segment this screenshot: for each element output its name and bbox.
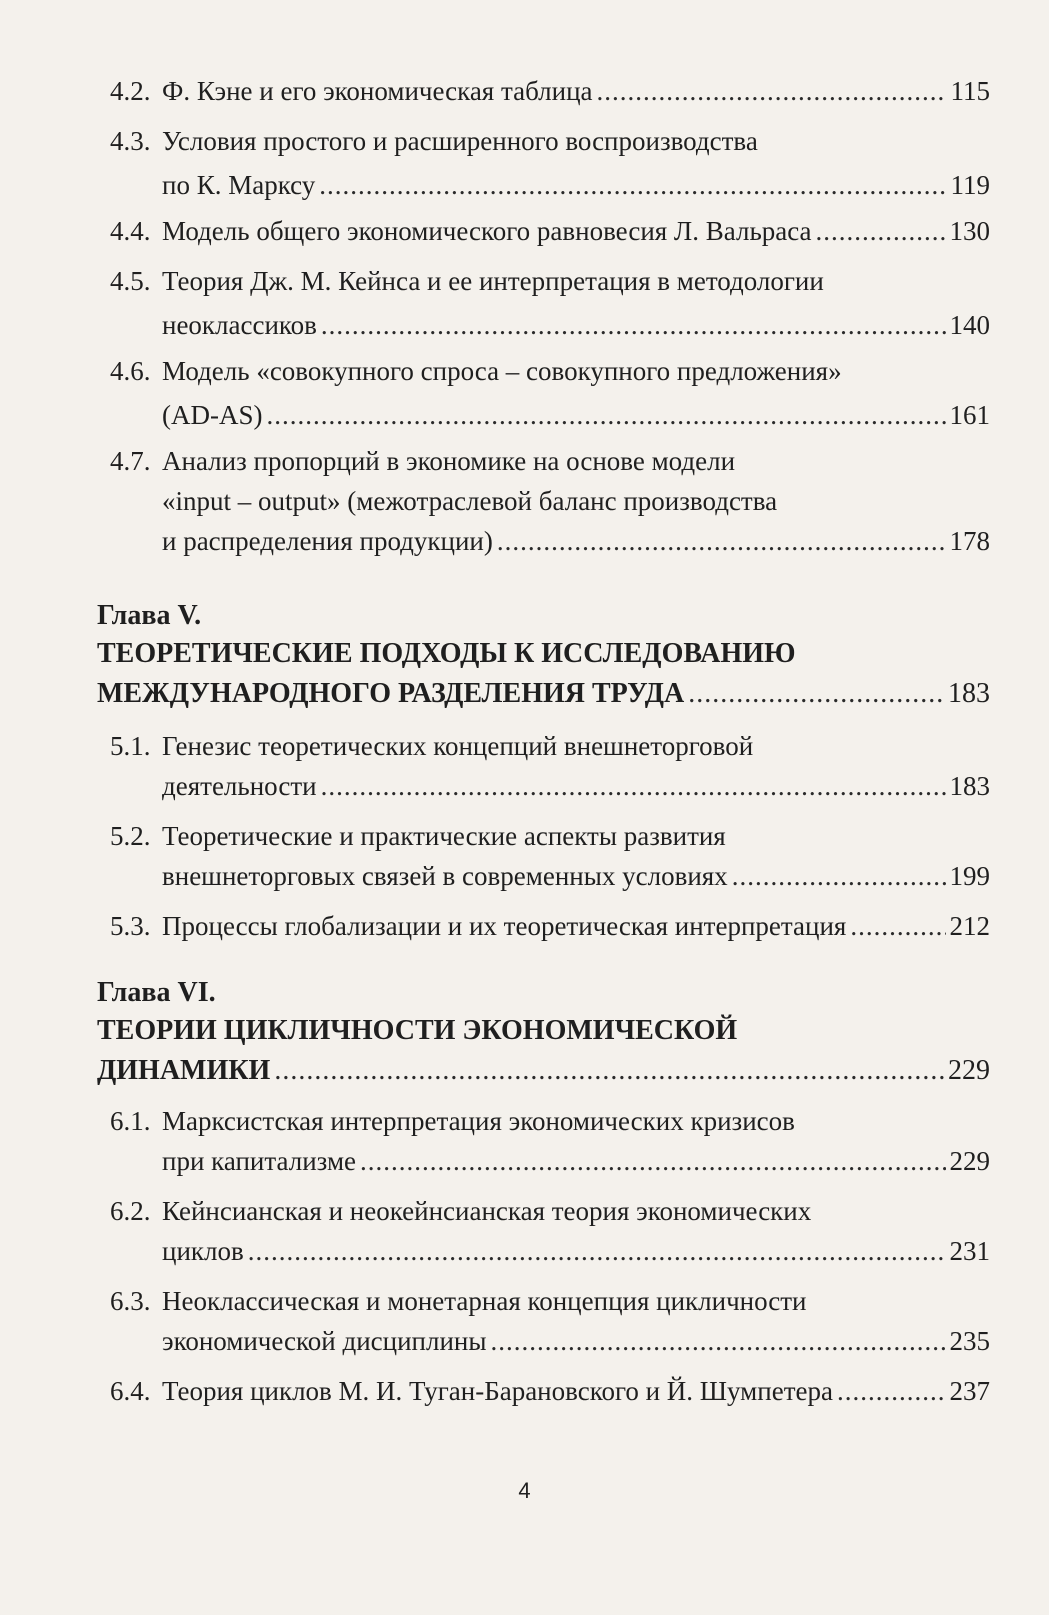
entry-page: 229: [949, 1146, 990, 1176]
entry-title-cont: (AD-AS): [162, 400, 263, 430]
entry-title-cont: «input – output» (межотраслевой баланс производства: [162, 486, 778, 516]
leader-dots: [321, 765, 946, 807]
leader-dots: [816, 210, 946, 252]
leader-dots: [491, 1320, 946, 1362]
entry-title-cont: и распределения продукции): [162, 526, 493, 556]
chapter-page: 229: [948, 1055, 990, 1086]
chapter-title-cont: ДИНАМИКИ: [97, 1055, 271, 1086]
entry-number: 5.3.: [110, 911, 151, 941]
entry-title: Условия простого и расширенного воспроизводства: [162, 126, 758, 156]
entry-title: Ф. Кэне и его экономическая таблица: [162, 76, 593, 106]
entry-number: 6.2.: [110, 1196, 151, 1226]
chapter-title: ТЕОРЕТИЧЕСКИЕ ПОДХОДЫ К ИССЛЕДОВАНИЮ: [97, 638, 796, 669]
entry-number: 5.1.: [110, 731, 151, 761]
chapter-label: Глава V.: [97, 600, 202, 631]
entry-number: 6.4.: [110, 1376, 151, 1406]
leader-dots: [497, 520, 946, 562]
page-number: 4: [518, 1478, 531, 1503]
entry-title: Теория Дж. М. Кейнса и ее интерпретация в методологии: [162, 266, 824, 296]
entry-page: 140: [949, 310, 990, 340]
entry-page: 212: [949, 911, 990, 941]
entry-title-cont: циклов: [162, 1236, 244, 1266]
leader-dots: [850, 905, 945, 947]
entry-title: Марксистская интерпретация экономических кризисов: [162, 1106, 795, 1136]
entry-page: 237: [949, 1376, 990, 1406]
entry-title: Анализ пропорций в экономике на основе модели: [162, 446, 736, 476]
entry-number: 6.1.: [110, 1106, 151, 1136]
leader-dots: [837, 1370, 946, 1412]
leader-dots: [360, 1140, 945, 1182]
leader-dots: [248, 1230, 946, 1272]
entry-number: 4.3.: [110, 126, 151, 156]
entry-title-cont: неоклассиков: [162, 310, 317, 340]
leader-dots: [597, 70, 947, 112]
entry-title: Неоклассическая и монетарная концепция цикличности: [162, 1286, 807, 1316]
entry-number: 4.2.: [110, 76, 151, 106]
entry-page: 199: [949, 861, 990, 891]
leader-dots: [321, 304, 946, 346]
entry-page: 161: [949, 400, 990, 430]
leader-dots: [267, 394, 946, 436]
entry-number: 4.4.: [110, 216, 151, 246]
entry-title-cont: экономической дисциплины: [162, 1326, 487, 1356]
entry-number: 5.2.: [110, 821, 151, 851]
chapter-page: 183: [948, 678, 990, 709]
leader-dots: [732, 855, 946, 897]
entry-title-cont: деятельности: [162, 771, 317, 801]
leader-dots: [274, 1050, 944, 1092]
entry-number: 6.3.: [110, 1286, 151, 1316]
entry-title: Модель «совокупного спроса – совокупного предложения»: [162, 356, 842, 386]
entry-page: 119: [950, 170, 990, 200]
entry-page: 178: [949, 526, 990, 556]
entry-page: 130: [949, 216, 990, 246]
entry-number: 4.6.: [110, 356, 151, 386]
leader-dots: [319, 164, 946, 206]
entry-title: Генезис теоретических концепций внешнеторговой: [162, 731, 754, 761]
entry-title: Теоретические и практические аспекты развития: [162, 821, 726, 851]
entry-title-cont: внешнеторговых связей в современных условиях: [162, 861, 728, 891]
entry-title: Процессы глобализации и их теоретическая интерпретация: [162, 911, 847, 941]
entry-page: 231: [949, 1236, 990, 1266]
entry-title: Кейнсианская и неокейнсианская теория экономических: [162, 1196, 812, 1226]
chapter-label: Глава VI.: [97, 977, 216, 1008]
entry-page: 235: [949, 1326, 990, 1356]
entry-page: 115: [950, 76, 990, 106]
entry-title: Модель общего экономического равновесия Л. Вальраса: [162, 216, 812, 246]
entry-title-cont: при капитализме: [162, 1146, 357, 1176]
entry-number: 4.7.: [110, 446, 151, 476]
chapter-title: ТЕОРИИ ЦИКЛИЧНОСТИ ЭКОНОМИЧЕСКОЙ: [97, 1015, 738, 1046]
chapter-title-cont: МЕЖДУНАРОДНОГО РАЗДЕЛЕНИЯ ТРУДА: [97, 678, 685, 709]
leader-dots: [688, 673, 944, 715]
entry-title: Теория циклов М. И. Туган-Барановского и Й. Шумпетера: [162, 1376, 833, 1406]
entry-title-cont: по К. Марксу: [162, 170, 316, 200]
entry-page: 183: [949, 771, 990, 801]
entry-number: 4.5.: [110, 266, 151, 296]
